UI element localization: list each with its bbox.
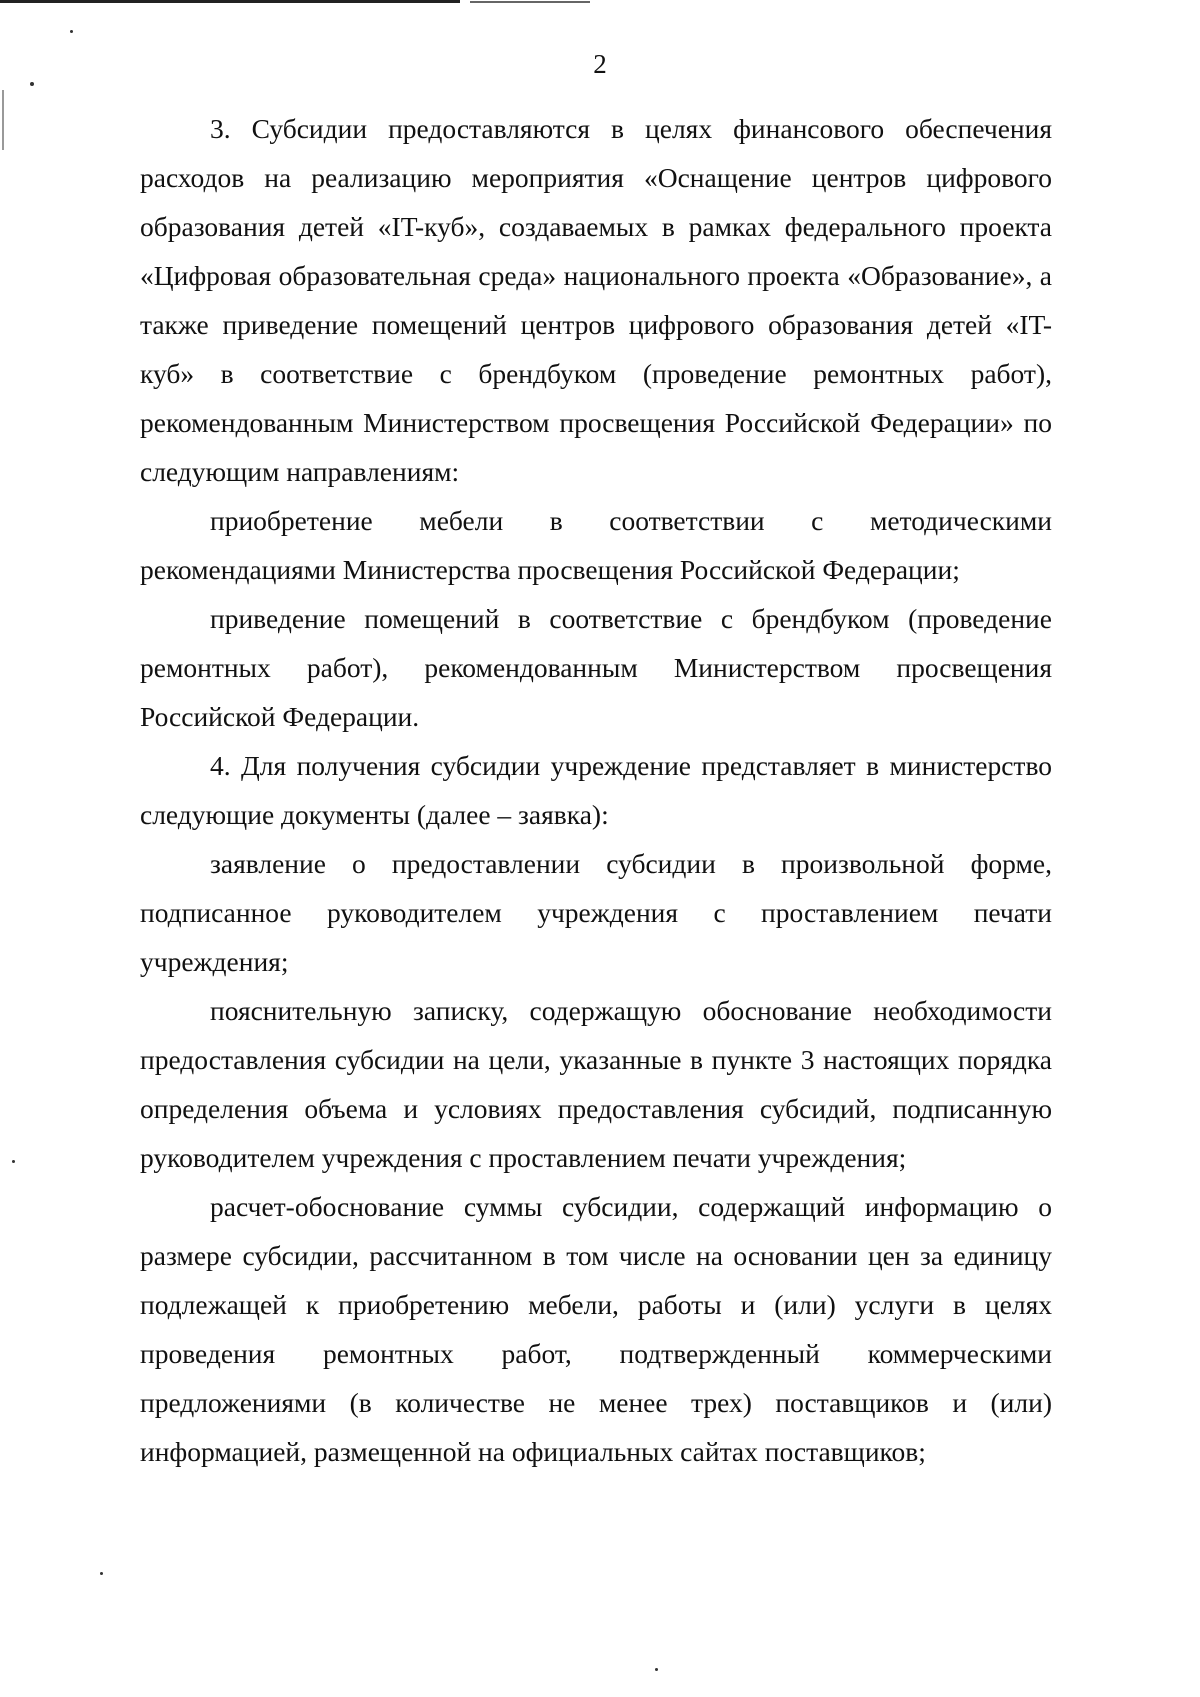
paragraph-calculation: расчет-обоснование суммы субсидии, содержащий информацию о размере субсидии, рассчитанном в том числе на основании цен за единицу подлежащей к приобретению мебели, работы и (или) услуги в целях проведения ремонтных работ, подтвержденный коммерческими предложениями (в количестве не менее трех) поставщиков и (или) информацией, размещенной на официальных сайтах поставщиков;	[140, 1191, 1052, 1467]
scan-edge-mark	[2, 90, 4, 150]
document-body	[140, 104, 1052, 1476]
scan-speck	[70, 30, 73, 33]
scan-speck	[655, 1668, 658, 1671]
paragraph-application: заявление о предоставлении субсидии в произвольной форме, подписанное руководителем учреждения с проставлением печати учреждения;	[140, 848, 1052, 977]
paragraph-furniture: приобретение мебели в соответствии с методическими рекомендациями Министерства просвещения Российской Федерации;	[140, 505, 1052, 585]
top-border-line	[0, 0, 460, 3]
scan-speck	[100, 1572, 103, 1575]
paragraph-item-4: 4. Для получения субсидии учреждение представляет в министерство следующие документы (далее – заявка):	[140, 750, 1052, 830]
paragraph-item-3: 3. Субсидии предоставляются в целях финансового обеспечения расходов на реализацию мероприятия «Оснащение центров цифрового образования детей «IT-куб», создаваемых в рамках федерального проекта «Цифровая образовательная среда» национального проекта «Образование», а также приведение помещений центров цифрового образования детей «IT-куб» в соответствие с брендбуком (проведение ремонтных работ), рекомендованным Министерством просвещения Российской Федерации» по следующим направлениям:	[140, 113, 1052, 487]
paragraph-explanatory-note: пояснительную записку, содержащую обоснование необходимости предоставления субсидии на цели, указанные в пункте 3 настоящих порядка определения объема и условиях предоставления субсидий, подписанную руководителем учреждения с проставлением печати учреждения;	[140, 995, 1052, 1173]
paragraph-renovation: приведение помещений в соответствие с брендбуком (проведение ремонтных работ), рекомендованным Министерством просвещения Российской Федерации.	[140, 603, 1052, 732]
scan-speck	[12, 1160, 15, 1163]
top-border-line-fragment	[470, 1, 590, 3]
scan-speck	[30, 82, 34, 86]
page-number: 2	[593, 49, 607, 79]
